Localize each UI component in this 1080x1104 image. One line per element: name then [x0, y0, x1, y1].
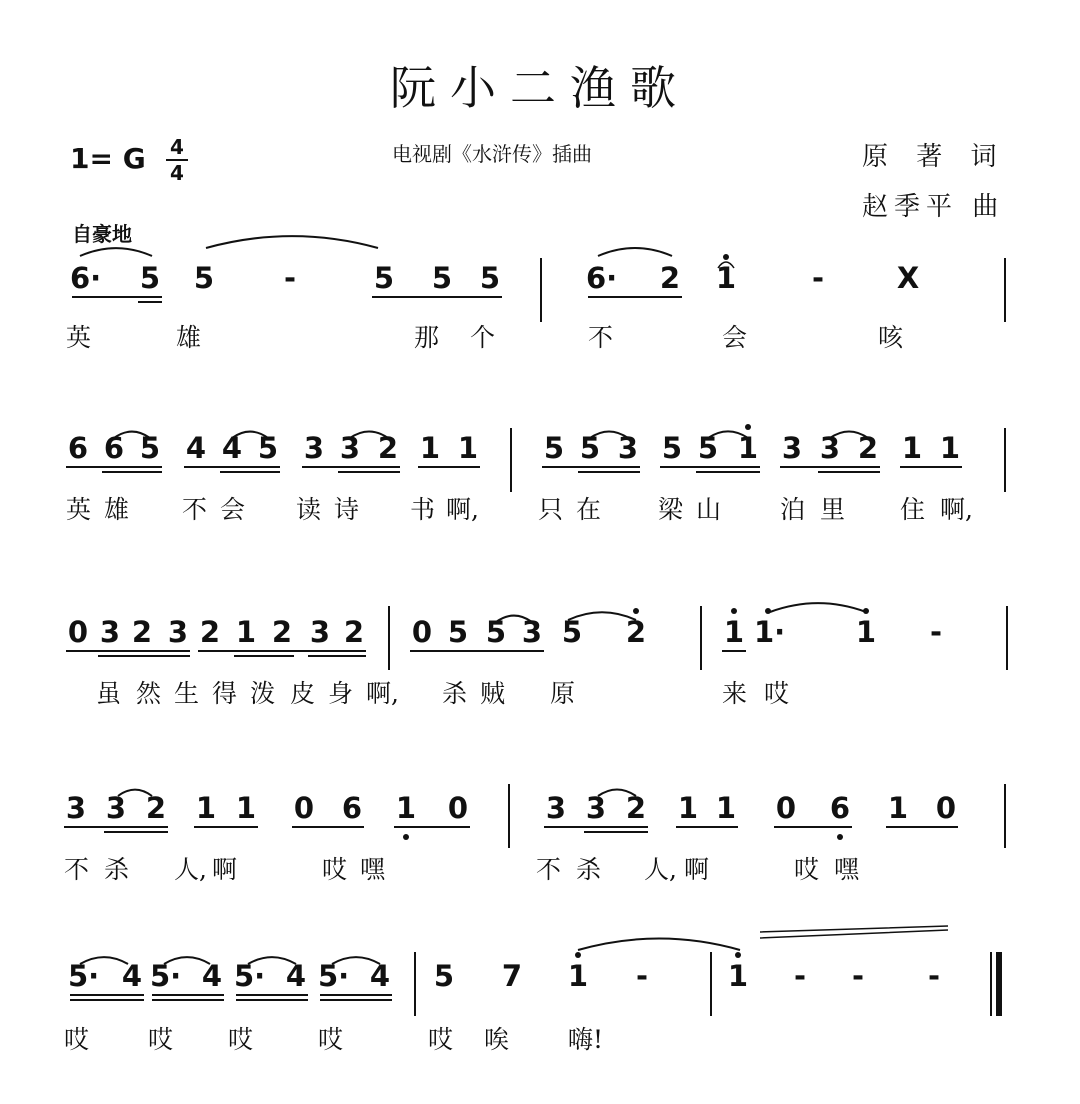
subtitle: 电视剧《水浒传》插曲 [392, 142, 592, 166]
note: 1 [715, 261, 737, 295]
note: 3 [309, 615, 331, 649]
note: 1 [887, 791, 909, 825]
note: 3 [65, 791, 87, 825]
decrescendo-hairpin [760, 926, 948, 938]
note: 2 [659, 261, 681, 295]
lyric: 唉 [484, 1025, 510, 1054]
lyric: 哎 [318, 1025, 344, 1054]
lyric: 杀 [442, 679, 468, 708]
note: 2 [343, 615, 365, 649]
slur [770, 603, 866, 612]
note: 6 [67, 431, 89, 465]
slur [830, 431, 868, 438]
note: 6 [103, 431, 125, 465]
note: 2 [271, 615, 293, 649]
note: 6· [70, 261, 102, 295]
note: - [927, 959, 941, 993]
note: - [851, 959, 865, 993]
lyric: 哎 [148, 1025, 174, 1054]
lyric: 英 [66, 323, 92, 352]
slur [248, 957, 296, 964]
note: 1 [677, 791, 699, 825]
note: 4 [221, 431, 243, 465]
lyric: 那 [414, 323, 440, 352]
note: - [811, 261, 825, 295]
note: 0 [293, 791, 315, 825]
lyric: 身 [328, 679, 354, 708]
note: 6 [341, 791, 363, 825]
lyric: 哎 [764, 679, 790, 708]
slur [80, 957, 128, 964]
composer-credit: 赵季平 曲 [862, 192, 1005, 222]
lyric: 啊 [684, 855, 710, 884]
slur [80, 248, 152, 256]
tempo-mark: 自豪地 [72, 222, 132, 246]
note: 1 [715, 791, 737, 825]
slur [568, 612, 636, 620]
note: 1· [754, 615, 786, 649]
note: 3 [303, 431, 325, 465]
lyric: 得 [212, 679, 238, 708]
note: 5 [373, 261, 395, 295]
slur [496, 616, 532, 622]
note: 3 [781, 431, 803, 465]
note: 3 [521, 615, 543, 649]
slur [708, 431, 748, 438]
note: 5 [431, 261, 453, 295]
note: 5· [68, 959, 100, 993]
note: 2 [625, 791, 647, 825]
note: 5· [150, 959, 182, 993]
lyric: 会 [220, 495, 246, 524]
note: - [283, 261, 297, 295]
note: 5· [318, 959, 350, 993]
lyric: 梁 [658, 495, 684, 524]
note: 3 [585, 791, 607, 825]
lyric: 不 [182, 495, 208, 524]
note: 3 [167, 615, 189, 649]
lyric: 里 [820, 495, 846, 524]
lyric: 泊 [780, 495, 806, 524]
note: 4 [285, 959, 307, 993]
lyric: 杀 [104, 855, 130, 884]
time-signature-bottom: 4 [170, 161, 184, 185]
slur [590, 431, 628, 438]
note: 5 [433, 959, 455, 993]
lyric: 诗 [334, 495, 360, 524]
note: 5 [447, 615, 469, 649]
lyric: 个 [470, 323, 496, 352]
lyric: 只 [538, 495, 564, 524]
note: 5· [234, 959, 266, 993]
note: 2 [199, 615, 221, 649]
lyric: 会 [722, 323, 748, 352]
note: 6· [586, 261, 618, 295]
note: 3 [105, 791, 127, 825]
note: 1 [727, 959, 749, 993]
lyric: 杀 [576, 855, 602, 884]
note: 0 [67, 615, 89, 649]
note: 5 [543, 431, 565, 465]
lyric: 嘿 [360, 855, 386, 884]
note: 2 [377, 431, 399, 465]
note: 4 [201, 959, 223, 993]
note: 5 [485, 615, 507, 649]
lyric: 原 [550, 679, 576, 708]
note: 3 [99, 615, 121, 649]
note: 1 [723, 615, 745, 649]
note: 5 [139, 261, 161, 295]
note: - [929, 615, 943, 649]
note: 5 [561, 615, 583, 649]
slur [332, 957, 380, 964]
lyric: 人, [644, 855, 677, 884]
slur [206, 236, 378, 248]
lyric: 哎 [428, 1025, 454, 1054]
slur [350, 431, 388, 438]
slur [232, 432, 268, 438]
lyric: 啊, [940, 495, 973, 524]
slur [114, 432, 150, 438]
note: 4 [185, 431, 207, 465]
lyric: 哎 [322, 855, 348, 884]
lyric: 泼 [250, 679, 276, 708]
note: 5 [579, 431, 601, 465]
lyric: 生 [174, 679, 200, 708]
page-title: 阮小二渔歌 [390, 61, 690, 115]
note: - [635, 959, 649, 993]
note: 1 [855, 615, 877, 649]
lyric: 在 [576, 495, 602, 524]
slur [118, 790, 152, 796]
note: 3 [545, 791, 567, 825]
note: 1 [939, 431, 961, 465]
note: 1 [235, 615, 257, 649]
lyric: 书 [410, 495, 436, 524]
note: 1 [901, 431, 923, 465]
note: 5 [661, 431, 683, 465]
lyric: 啊 [212, 855, 238, 884]
lyric: 人, [174, 855, 207, 884]
lyric: 雄 [176, 323, 202, 352]
note: 3 [617, 431, 639, 465]
note: 6 [829, 791, 851, 825]
note: 0 [935, 791, 957, 825]
note: 3 [339, 431, 361, 465]
note: 0 [775, 791, 797, 825]
lyric: 哎 [64, 1025, 90, 1054]
note: 1 [737, 431, 759, 465]
note: 2 [857, 431, 879, 465]
lyricist-credit: 原 著 词 [862, 142, 1007, 172]
note: X [896, 261, 920, 295]
lyric: 贼 [480, 679, 506, 708]
slur [598, 248, 672, 256]
lyric: 皮 [290, 679, 316, 708]
note: 3 [819, 431, 841, 465]
note: 1 [419, 431, 441, 465]
note: 5 [479, 261, 501, 295]
lyric: 咳 [878, 323, 904, 352]
note: 4 [369, 959, 391, 993]
note: 2 [145, 791, 167, 825]
lyric: 来 [722, 679, 748, 708]
note: 0 [447, 791, 469, 825]
key-signature: 1= G [70, 142, 146, 175]
lyric: 哎 [794, 855, 820, 884]
note: 4 [121, 959, 143, 993]
note: 1 [235, 791, 257, 825]
lyric: 不 [64, 855, 90, 884]
lyric: 嗨! [568, 1025, 604, 1054]
note: 0 [411, 615, 433, 649]
note: 5 [139, 431, 161, 465]
note: 5 [697, 431, 719, 465]
lyric: 山 [696, 495, 722, 524]
lyric: 不 [536, 855, 562, 884]
lyric: 然 [136, 679, 162, 708]
note: - [793, 959, 807, 993]
note: 5 [257, 431, 279, 465]
lyric: 啊, [446, 495, 479, 524]
note: 2 [131, 615, 153, 649]
lyric: 英 [66, 495, 92, 524]
note: 1 [395, 791, 417, 825]
slur [598, 789, 636, 796]
lyric: 哎 [228, 1025, 254, 1054]
lyric: 不 [588, 323, 614, 352]
lyric: 雄 [104, 495, 130, 524]
slur [578, 939, 740, 950]
slur [164, 957, 210, 964]
note: 1 [567, 959, 589, 993]
time-signature-top: 4 [170, 135, 184, 159]
lyric: 住 [900, 495, 926, 524]
note: 1 [195, 791, 217, 825]
lyric: 啊, [366, 679, 399, 708]
note: 2 [625, 615, 647, 649]
lyric: 虽 [96, 679, 122, 708]
fermata [718, 262, 734, 268]
lyric: 嘿 [834, 855, 860, 884]
lyric: 读 [296, 495, 322, 524]
note: 5 [193, 261, 215, 295]
note: 7 [501, 959, 523, 993]
note: 1 [457, 431, 479, 465]
